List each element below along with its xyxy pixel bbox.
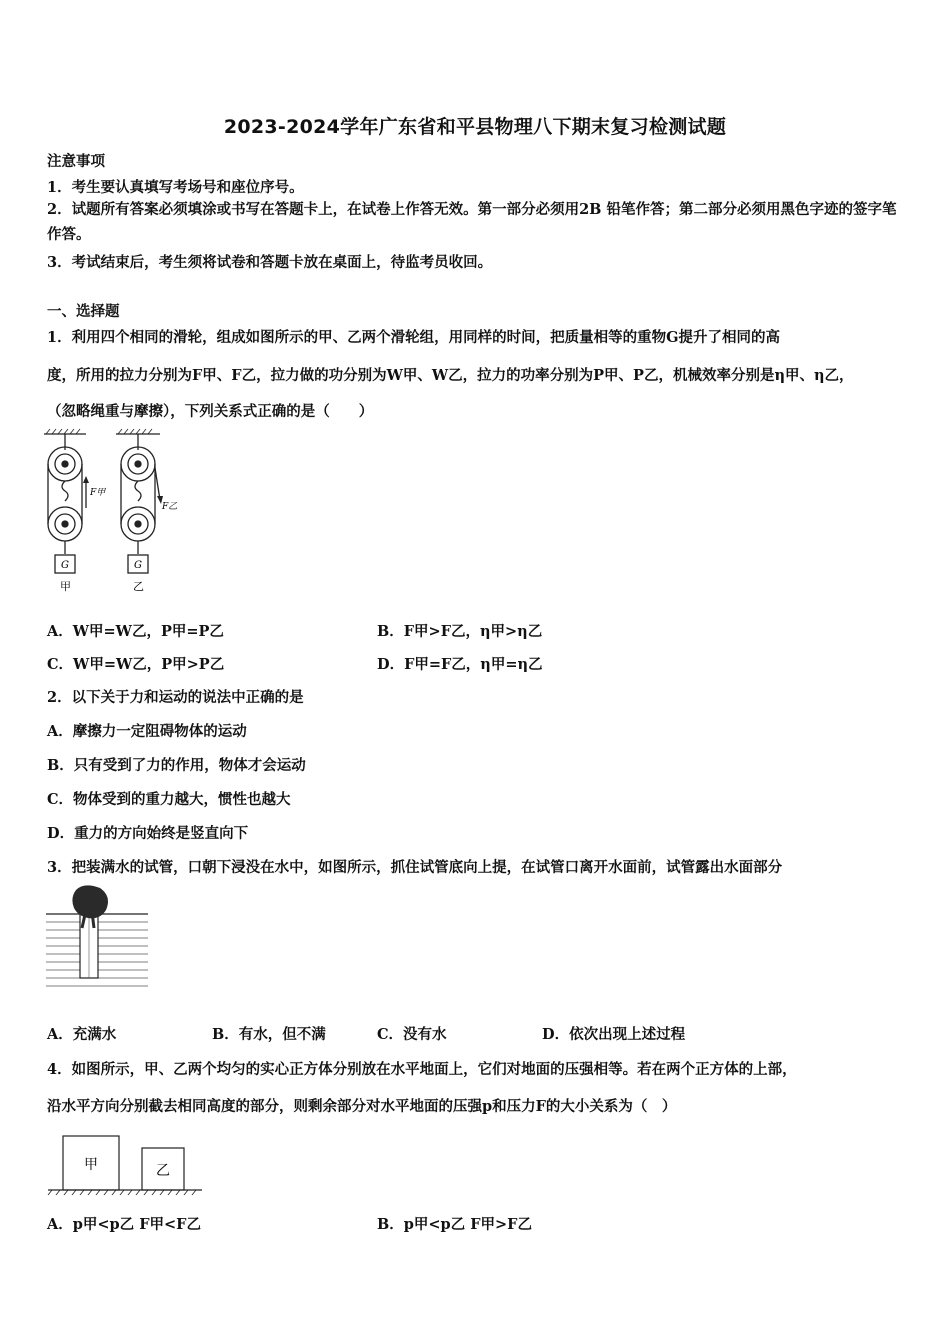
label-g-yi: G [134,560,142,571]
label-yi: 乙 [133,580,144,593]
q3-option-d[interactable]: D．依次出现上述过程 [542,1026,686,1043]
section-heading: 一、选择题 [47,303,120,320]
cube-label-yi: 乙 [156,1163,170,1179]
label-g-jia: G [61,560,69,571]
q2-option-c[interactable]: C．物体受到的重力越大，惯性也越大 [47,791,291,808]
cubes-figure [46,1132,206,1196]
notice-item-3: 3．考试结束后，考生须将试卷和答题卡放在桌面上，待监考员收回。 [47,254,493,271]
q4-option-b[interactable]: B．p甲<p乙 F甲>F乙 [377,1216,532,1233]
q1-option-d[interactable]: D．F甲=F乙，η甲=η乙 [377,656,543,673]
q3-stem: 3．把装满水的试管，口朝下浸没在水中，如图所示，抓住试管底向上提，在试管口离开水面前，试管露出水面部分 [47,859,783,876]
q3-option-a[interactable]: A．充满水 [47,1026,117,1043]
label-f-yi: F乙 [162,502,178,512]
cube-label-jia: 甲 [84,1157,98,1173]
pulley-figure [38,428,188,598]
q2-stem: 2．以下关于力和运动的说法中正确的是 [47,689,304,706]
q1-option-c[interactable]: C．W甲=W乙，P甲>P乙 [47,656,225,673]
label-f-jia: F甲 [90,488,106,498]
page-title: 2023-2024学年广东省和平县物理八下期末复习检测试题 [223,116,727,138]
q4-stem-line-2: 沿水平方向分别截去相同高度的部分，则剩余部分对水平地面的压强p和压力F的大小关系为（ ） [47,1098,677,1115]
q3-option-c[interactable]: C．没有水 [377,1026,447,1043]
q2-option-d[interactable]: D．重力的方向始终是竖直向下 [47,825,249,842]
q4-option-a[interactable]: A．p甲<p乙 F甲<F乙 [47,1216,201,1233]
q4-stem-line-1: 4．如图所示，甲、乙两个均匀的实心正方体分别放在水平地面上，它们对地面的压强相等。若在两个正方体的上部， [47,1061,797,1078]
q1-stem-line-2: 度，所用的拉力分别为F甲、F乙，拉力做的功分别为W甲、W乙，拉力的功率分别为P甲、P乙，机械效率分别是η甲、η乙， [47,367,854,384]
q3-option-b[interactable]: B．有水，但不满 [212,1026,326,1043]
q1-stem-line-3: （忽略绳重与摩擦），下列关系式正确的是（ ） [47,403,374,420]
q1-stem-line-1: 1．利用四个相同的滑轮，组成如图所示的甲、乙两个滑轮组，用同样的时间，把质量相等的重物G提升了相同的高 [47,329,780,346]
q1-option-b[interactable]: B．F甲>F乙，η甲>η乙 [377,623,543,640]
label-jia: 甲 [60,580,71,593]
q2-option-b[interactable]: B．只有受到了力的作用，物体才会运动 [47,757,306,774]
test-tube-figure [46,884,150,992]
q2-option-a[interactable]: A．摩擦力一定阻碍物体的运动 [47,723,247,740]
notice-heading: 注意事项 [47,153,105,170]
q1-option-a[interactable]: A．W甲=W乙，P甲=P乙 [47,623,224,640]
notice-item-2: 2．试题所有答案必须填涂或书写在答题卡上，在试卷上作答无效。第一部分必须用2B 铅笔作答；第二部分必须用黑色字迹的签字笔作答。 [47,201,897,243]
notice-item-1: 1．考生要认真填写考场号和座位序号。 [47,179,304,196]
